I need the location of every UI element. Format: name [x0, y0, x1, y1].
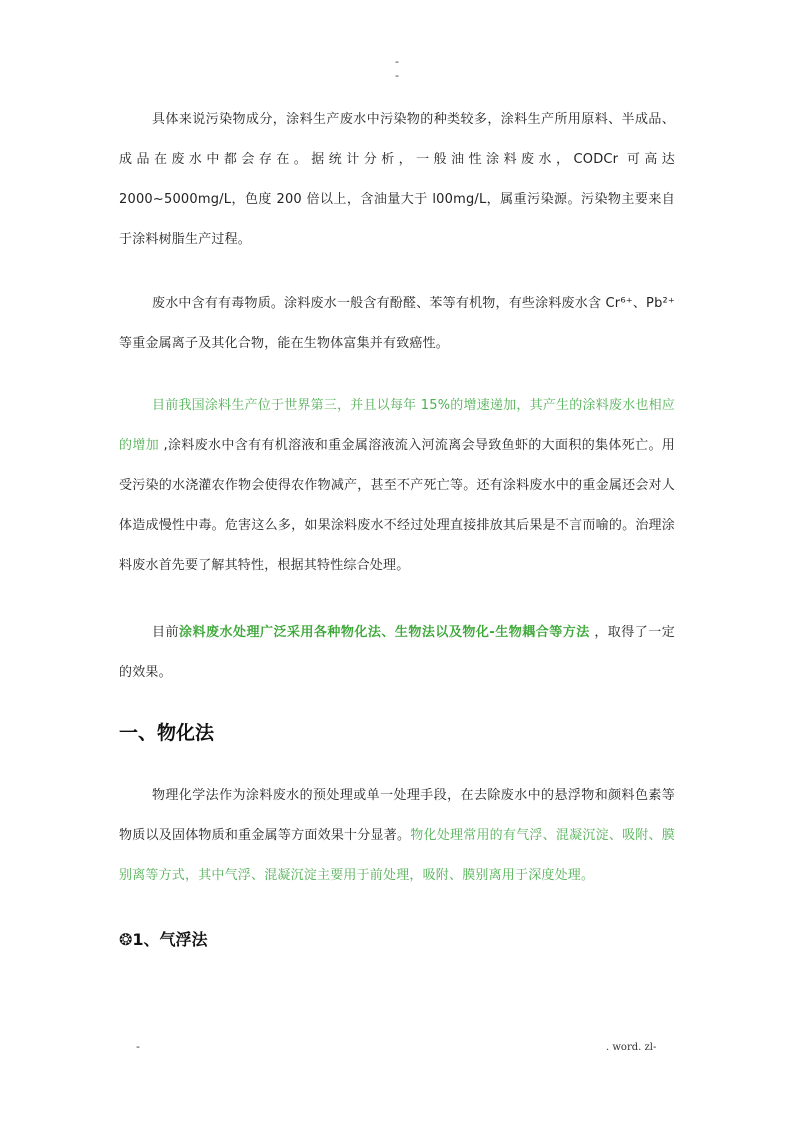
- highlight-green-text: 物化处理常用的有气浮、混凝沉淀、吸附、膜别离等方式，其中气浮、混凝沉淀主要用于前处理，吸附、膜别离用于深度处理。: [119, 828, 675, 883]
- paragraph-text: [119, 613, 675, 693]
- paragraph-text: [119, 386, 675, 586]
- paragraph-physicochemical-method: [119, 776, 675, 896]
- paragraph-prefix-text: 目前: [152, 625, 179, 640]
- paragraph-production-harm: [119, 386, 675, 586]
- highlight-green-bold-text: 涂料废水处理广泛采用各种物化法、生物法以及物化-生物耦合等方法: [179, 625, 590, 640]
- paragraph-body-text: 物理化学法作为涂料废水的预处理或单一处理手段，在去除废水中的悬浮物和颜料色素等物质以及固体物质和重金属等方面效果十分显著。: [119, 788, 675, 843]
- page-footer-right: . word. zl-: [606, 1042, 657, 1053]
- page-header-second: -: [395, 69, 399, 82]
- subsection-heading-air-flotation: ❂1、气浮法: [119, 930, 208, 949]
- paragraph-toxic-substances: [119, 284, 675, 364]
- paragraph-pollutant-composition: [119, 100, 675, 260]
- highlight-green-text: 目前我国涂料生产位于世界第三，并且以每年 15%的增速递加，其产生的涂料废水也相应的增加: [119, 398, 675, 453]
- paragraph-text: 具体来说污染物成分，涂料生产废水中污染物的种类较多，涂料生产所用原料、半成品、成品在废水中都会存在。据统计分析，一般油性涂料废水，CODCr 可高达 2000~5000mg/L，色度 200 倍以上，含油量大于 l00mg/L，属重污染源。污染物主要来自于涂料树脂生产过程。: [119, 112, 675, 247]
- page-header-top: -: [395, 55, 399, 68]
- page-footer-left: -: [136, 1040, 140, 1053]
- paragraph-suffix-text: ，取得了一定的效果。: [119, 625, 675, 680]
- paragraph-text: 废水中含有有毒物质。涂料废水一般含有酚醛、苯等有机物，有些涂料废水含 Cr⁶⁺、Pb²⁺等重金属离子及其化合物，能在生物体富集并有致癌性。: [119, 296, 675, 351]
- paragraph-text: [119, 776, 675, 896]
- section-heading-physicochemical: 一、物化法: [119, 722, 215, 744]
- paragraph-treatment-methods: [119, 613, 675, 693]
- paragraph-body-text: ,涂料废水中含有有机溶液和重金属溶液流入河流离会导致鱼虾的大面积的集体死亡。用受污染的水浇灌农作物会使得农作物减产，甚至不产死亡等。还有涂料废水中的重金属还会对人体造成慢性中毒。危害这么多，如果涂料废水不经过处理直接排放其后果是不言而喻的。治理涂料废水首先要了解其特性，根据其特性综合处理。: [119, 438, 675, 573]
